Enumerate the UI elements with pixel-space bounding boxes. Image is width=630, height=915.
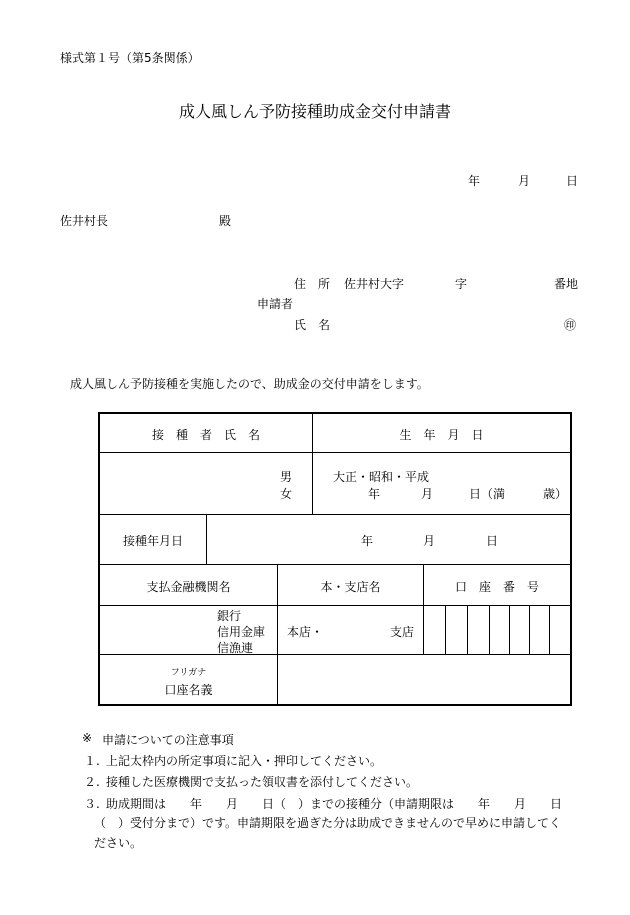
account-number-label: 口 座 番 号 xyxy=(454,580,539,594)
address-aza: 字 xyxy=(455,277,468,291)
date-day-label: 日 xyxy=(566,174,579,188)
name-label-1: 氏 xyxy=(294,318,307,332)
era-options[interactable]: 大正・昭和・平成 xyxy=(333,470,430,484)
address-prefix: 佐井村大字 xyxy=(344,277,405,291)
form-number: 様式第１号（第5条関係） xyxy=(60,51,200,65)
note-3-text-line-3: ださい。 xyxy=(94,836,143,850)
note-3-text-line-1: 助成期間は 年 月 日（ ）までの接種分（申請期限は 年 月 日 xyxy=(106,797,563,811)
page-title: 成人風しん予防接種助成金交付申請書 xyxy=(178,102,451,121)
notes-mark: ※ xyxy=(82,731,93,745)
address-label-2: 所 xyxy=(318,277,331,291)
birth-year-label: 年 xyxy=(368,487,381,501)
note-2-number: ２. xyxy=(84,775,100,789)
address-label-1: 住 xyxy=(294,277,307,291)
header-birthdate: 生 年 月 日 xyxy=(399,428,484,442)
seal-mark: ㊞ xyxy=(564,318,577,332)
address-banchi: 番地 xyxy=(554,277,579,291)
birth-age-suffix: 歳） xyxy=(543,487,568,501)
bank-type-shingyoren[interactable]: 信漁連 xyxy=(217,641,254,655)
application-table xyxy=(98,412,572,706)
birth-day-age-label: 日（満 xyxy=(469,487,506,501)
sex-female-option[interactable]: 女 xyxy=(280,487,293,501)
bank-type-shinkin[interactable]: 信用金庫 xyxy=(217,625,266,639)
application-statement: 成人風しん予防接種を実施したので、助成金の交付申請をします。 xyxy=(70,377,429,391)
date-year-label: 年 xyxy=(468,174,481,188)
header-recipient-name: 接 種 者 氏 名 xyxy=(151,428,260,442)
notes-heading: 申請についての注意事項 xyxy=(102,733,234,747)
birth-month-label: 月 xyxy=(421,487,434,501)
bank-name-label: 支払金融機関名 xyxy=(146,580,231,594)
branch-main-option[interactable]: 本店・ xyxy=(287,625,324,639)
date-month-label: 月 xyxy=(518,174,531,188)
account-holder-label: 口座名義 xyxy=(164,683,213,697)
addressee-name: 佐井村長 xyxy=(60,214,109,228)
vaccination-year-label: 年 xyxy=(361,534,374,548)
furigana-label: フリガナ xyxy=(170,668,207,678)
note-3-number: ３. xyxy=(84,797,100,811)
vaccination-date-label: 接種年月日 xyxy=(122,534,183,548)
applicant-label: 申請者 xyxy=(257,297,294,311)
bank-type-bank[interactable]: 銀行 xyxy=(217,609,242,623)
branch-sub-option[interactable]: 支店 xyxy=(390,625,415,639)
name-label-2: 名 xyxy=(318,318,331,332)
vaccination-month-label: 月 xyxy=(423,534,436,548)
note-2-text: 接種した医療機関で支払った領収書を添付してください。 xyxy=(106,775,419,789)
sex-male-option[interactable]: 男 xyxy=(280,470,293,484)
note-1-text: 上記太枠内の所定事項に記入・押印してください。 xyxy=(106,754,383,768)
branch-name-label: 本・支店名 xyxy=(320,580,381,594)
addressee-honorific: 殿 xyxy=(219,214,232,228)
note-3-text-line-2: （ ）受付分まで）です。申請期限を過ぎた分は助成できませんので早めに申請してく xyxy=(94,816,562,830)
note-1-number: １. xyxy=(84,754,100,768)
vaccination-day-label: 日 xyxy=(486,534,499,548)
